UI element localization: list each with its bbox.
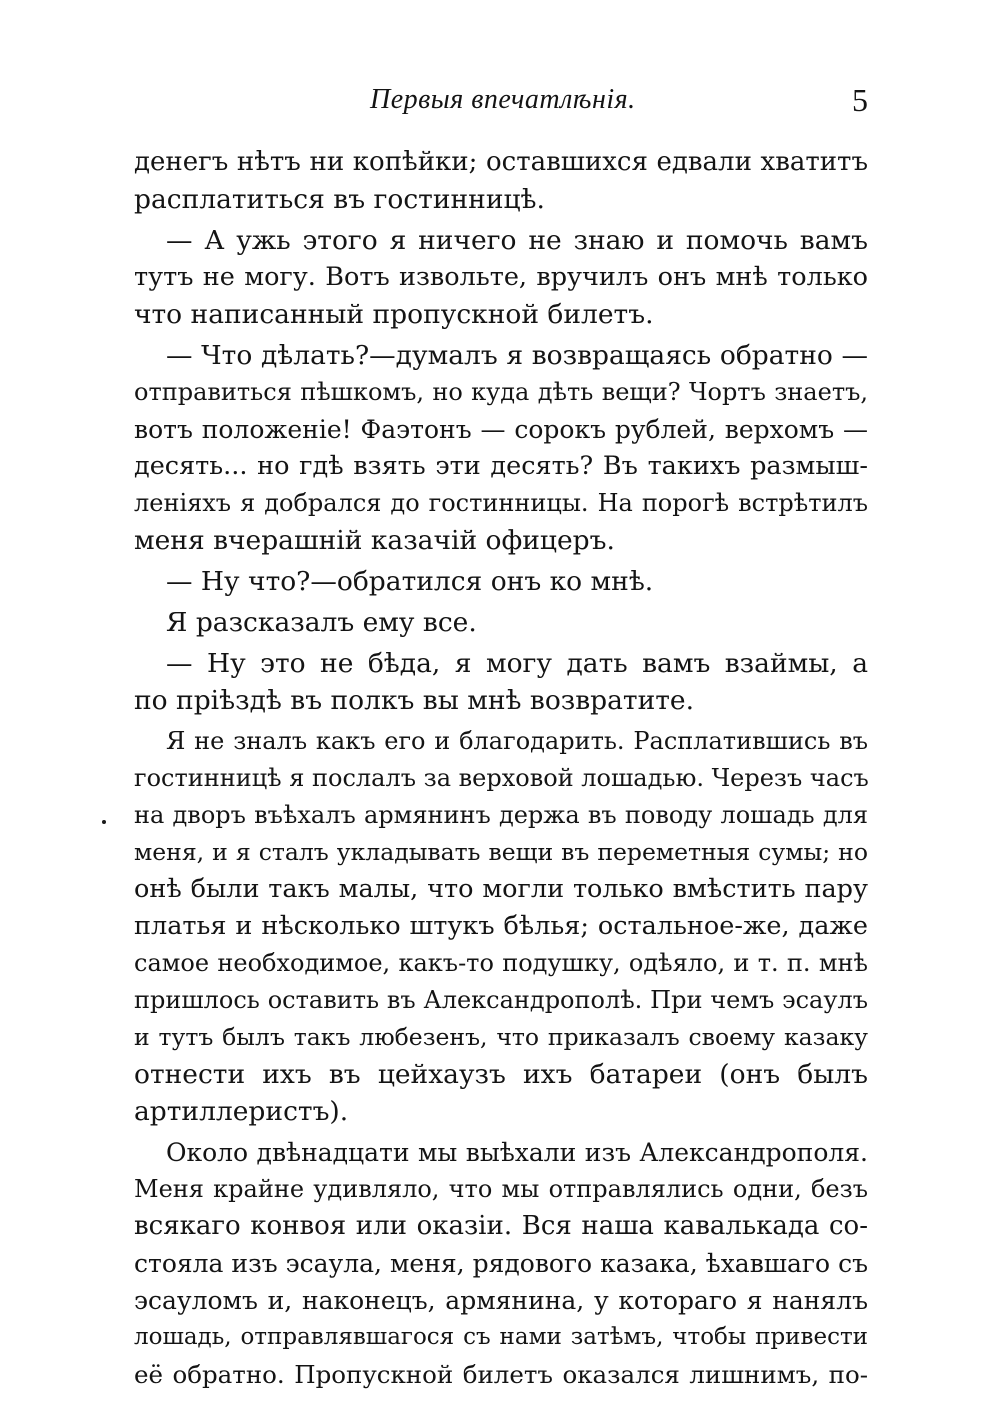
text-line: её обратно. Пропускной билетъ оказался лишнимъ, по- [134,1360,868,1389]
text-line: по пріѣздѣ въ полкъ вы мнѣ возвратите. [134,685,695,716]
text-line: Около двѣнадцати мы выѣхали изъ Александрополя. [166,1138,868,1167]
text-line: всякаго конвоя или оказіи. Вся наша кавалькада со- [134,1211,868,1241]
text-line: лошадь, отправлявшагося съ нами затѣмъ, чтобы привести [134,1324,868,1350]
text-line: эсауломъ и, наконецъ, армянина, у котораго я нанялъ [134,1286,868,1315]
page-header [134,84,868,124]
text-line: десять... но гдѣ взять эти десять? Въ такихъ размыш- [134,451,868,481]
text-line: платья и нѣсколько штукъ бѣлья; остальное-же, даже [134,911,868,941]
running-head: Первыя впечатлѣнія. [370,84,636,115]
text-line: расплатиться въ гостинницѣ. [134,184,545,215]
text-line: артиллеристъ). [134,1096,349,1127]
text-line: Я не зналъ какъ его и благодарить. Расплатившись въ [166,727,868,755]
text-line: на дворъ въѣхалъ армянинъ держа въ поводу лошадь для [134,801,868,829]
text-line: леніяхъ я добрался до гостинницы. На порогѣ встрѣтилъ [134,489,868,517]
text-line: — Ну это не бѣда, я могу дать вамъ взаймы, а [166,648,868,679]
text-line: отнести ихъ въ цейхаузъ ихъ батареи (онъ былъ [134,1059,868,1090]
text-line: Меня крайне удивляло, что мы отправлялись одни, безъ [134,1175,868,1203]
text-line: Я разсказалъ ему все. [166,607,477,638]
body-text [134,144,868,1393]
text-line: вотъ положеніе! Фаэтонъ — сорокъ рублей, верхомъ — [134,415,868,444]
text-line: отправиться пѣшкомъ, но куда дѣть вещи? Чортъ знаетъ, [134,378,868,406]
text-line: денегъ нѣтъ ни копѣйки; оставшихся едвали хватитъ [134,147,868,177]
text-line: меня, и я сталъ укладывать вещи въ переметныя сумы; но [134,838,868,866]
text-line: онѣ были такъ малы, что могли только вмѣстить пару [134,874,868,904]
text-line: — Ну что?—обратился онъ ко мнѣ. [166,566,654,597]
ink-speck [102,820,106,824]
page-number: 5 [852,82,868,118]
text-line: самое необходимое, какъ-то подушку, одѣяло, и т. п. мнѣ [134,949,868,977]
text-line: — А ужь этого я ничего не знаю и помочь вамъ [166,225,868,256]
text-line: что написанный пропускной билетъ. [134,299,654,330]
text-line: гостинницѣ я послалъ за верховой лошадью. Черезъ часъ [134,764,869,792]
text-line: пришлось оставить въ Александрополѣ. При чемъ эсаулъ [134,986,868,1014]
text-line: тутъ не могу. Вотъ извольте, вручилъ онъ мнѣ только [134,262,868,292]
text-line: стояла изъ эсаула, меня, рядового казака, ѣхавшаго съ [134,1249,868,1278]
text-line: и тутъ былъ такъ любезенъ, что приказалъ своему казаку [134,1023,868,1051]
text-line: — Что дѣлать?—думалъ я возвращаясь обратно — [166,340,868,371]
text-line: меня вчерашній казачій офицеръ. [134,525,615,556]
